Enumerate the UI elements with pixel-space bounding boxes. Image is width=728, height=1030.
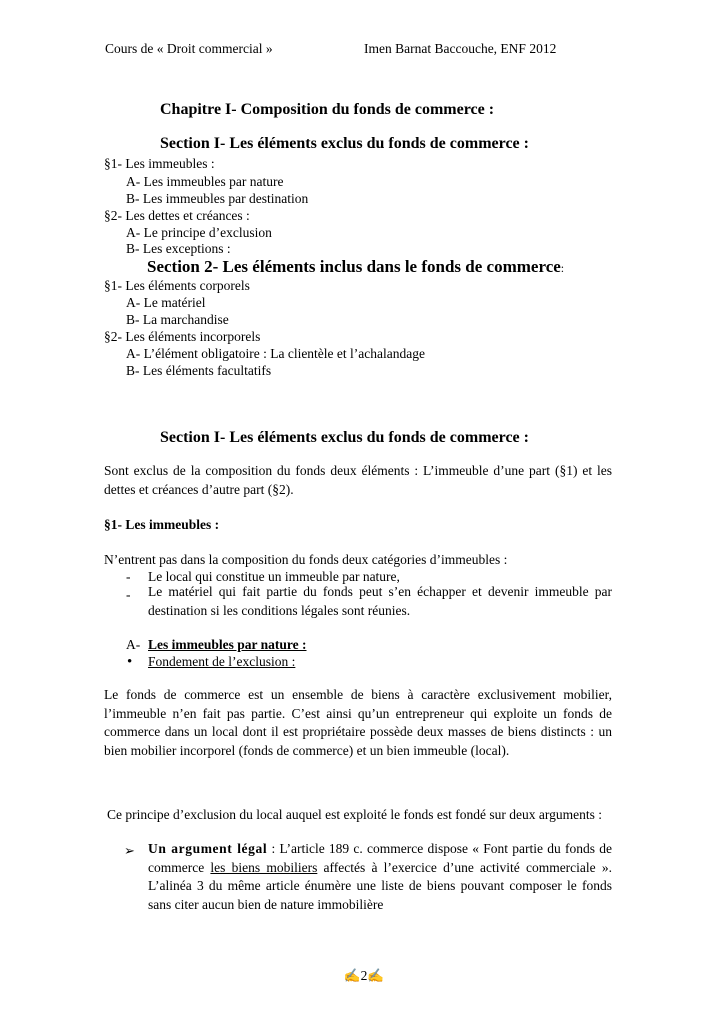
toc-s1-p2-a: A- Le principe d’exclusion	[126, 225, 272, 240]
intro-paragraph: Sont exclus de la composition du fonds deux éléments : L’immeuble d’une part (§1) et les dettes et créances d’autre part (§2).	[104, 463, 612, 497]
writing-hand-icon-right: ✍	[367, 968, 385, 983]
toc-s2-p1-b: B- La marchandise	[126, 312, 229, 327]
paragraph-principe-exclusion: Ce principe d’exclusion du local auquel est exploité le fonds est fondé sur deux arguments :	[107, 807, 602, 822]
dash-list-marker-2: -	[126, 587, 131, 602]
toc-section2-title	[147, 258, 564, 277]
toc-section1-title: Section I- Les éléments exclus du fonds de commerce :	[160, 135, 529, 152]
paragraph1-heading: §1- Les immeubles :	[104, 517, 220, 532]
argument-legal-text-2: affectés à l’exercice d’une activité commerciale ». L’alinéa 3 du même article énumère une liste de biens pouvant composer le fonds sans citer aucun bien de nature immobilière	[148, 859, 612, 912]
bullet-dot-icon: •	[127, 654, 133, 670]
arrow-bullet-icon: ➢	[124, 843, 135, 858]
toc-s1-p1-b: B- Les immeubles par destination	[126, 191, 309, 206]
paragraph-fonds-mobilier: Le fonds de commerce est un ensemble de biens à caractère exclusivement mobilier, l’immeuble n’en fait pas partie. C’est ainsi qu’un entrepreneur qui exploite un fonds de commerce dans un local dont il est propriétaire possède deux masses de biens distincts : un bien mobilier incorporel (fonds de commerce) et un bien immeuble (local).	[104, 687, 612, 758]
page-footer	[0, 968, 728, 984]
toc-s1-p1-a: A- Les immeubles par nature	[126, 174, 284, 189]
writing-hand-icon-left: ✍	[343, 968, 361, 983]
header-author: Imen Barnat Baccouche, ENF 2012	[364, 41, 557, 56]
toc-s1-p2-b: B- Les exceptions :	[126, 241, 231, 256]
paragraph1-intro: N’entrent pas dans la composition du fonds deux catégories d’immeubles :	[104, 552, 508, 567]
toc-s2-p1-a: A- Le matériel	[126, 295, 206, 310]
page-number: 2	[360, 968, 368, 983]
chapter-title: Chapitre I- Composition du fonds de commerce :	[160, 101, 495, 118]
argument-legal-text-1: : L’article 189 c. commerce dispose « Font partie du fonds de commerce	[148, 841, 612, 875]
section1-heading: Section I- Les éléments exclus du fonds de commerce :	[160, 429, 529, 446]
toc-s2-p2-a: A- L’élément obligatoire : La clientèle et l’achalandage	[126, 346, 425, 361]
toc-section2-colon: :	[560, 261, 565, 275]
bullet-title: Fondement de l’exclusion :	[148, 654, 296, 669]
subsection-a-title: Les immeubles par nature :	[148, 637, 307, 652]
dash-item-2: Le matériel qui fait partie du fonds peut s’en échapper et devenir immeuble par destination si les conditions légales sont réunies.	[148, 584, 612, 618]
toc-s1-p1: §1- Les immeubles :	[104, 156, 215, 171]
toc-s2-p2-b: B- Les éléments facultatifs	[126, 363, 272, 378]
dash-item-1: Le local qui constitue un immeuble par nature,	[148, 569, 400, 584]
header-course-title: Cours de « Droit commercial »	[105, 41, 273, 56]
argument-legal-title: Un argument légal	[148, 841, 268, 856]
toc-s1-p2: §2- Les dettes et créances :	[104, 208, 250, 223]
toc-section2-text: Section 2- Les éléments inclus dans le fonds de commerce	[147, 257, 561, 276]
toc-s2-p1: §1- Les éléments corporels	[104, 278, 250, 293]
toc-s2-p2: §2- Les éléments incorporels	[104, 329, 261, 344]
dash-list-marker-1: -	[126, 569, 131, 584]
argument-legal-underlined: les biens mobiliers	[210, 859, 318, 875]
argument-legal-paragraph	[148, 840, 612, 914]
subsection-a-label: A-	[126, 637, 141, 652]
